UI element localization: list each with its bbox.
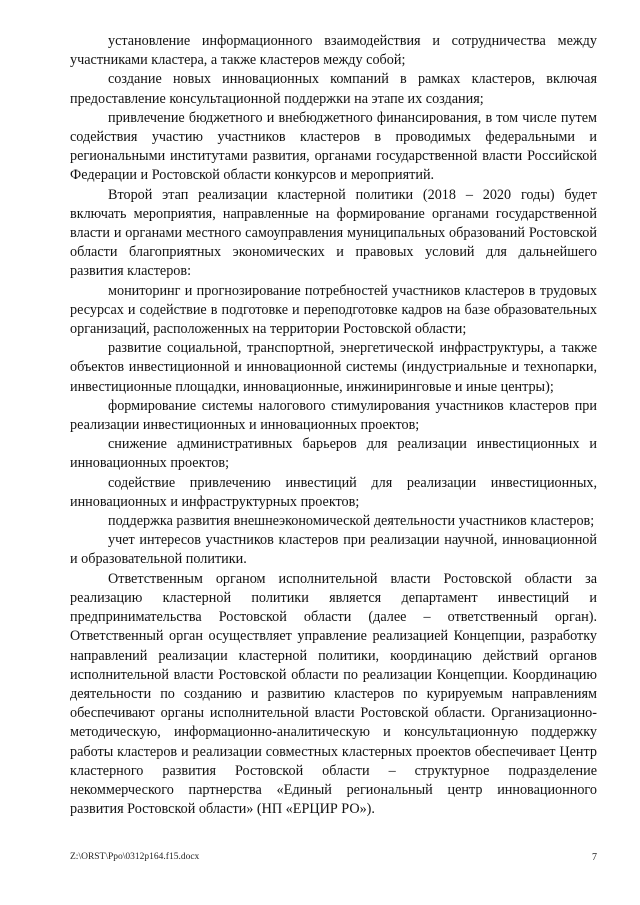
paragraph: развитие социальной, транспортной, энергетической инфраструктуры, а также объектов инвестиционной и инновационной системы (индустриальные и технопарки, инвестиционные площадки, инновационные, инжиниринговые и иные центры); — [70, 340, 597, 395]
paragraph: формирование системы налогового стимулирования участников кластеров при реализации инвестиционных и инновационных проектов; — [70, 397, 597, 434]
footer-file-path: Z:\ORST\Ppo\0312p164.f15.docx — [70, 852, 200, 862]
paragraph: учет интересов участников кластеров при реализации научной, инновационной и образовательной политики. — [70, 532, 597, 568]
paragraph: мониторинг и прогнозирование потребностей участников кластеров в трудовых ресурсах и содействие в подготовке и переподготовке кадров на базе образовательных организаций, расположенных на территории Ростовской области; — [70, 282, 597, 338]
paragraph: Второй этап реализации кластерной политики (2018 – 2020 годы) будет включать мероприятия, направленные на формирование органами государственной власти и органами местного самоуправления муниципальных образований Ростовской области благоприятных экономических и правовых условий для дальнейшего развития кластеров: — [70, 186, 597, 280]
document-body — [70, 32, 597, 819]
paragraph: снижение административных барьеров для реализации инвестиционных и инновационных проектов; — [70, 436, 597, 472]
paragraph: содействие привлечению инвестиций для реализации инвестиционных, инновационных и инфраструктурных проектов; — [70, 474, 597, 510]
paragraph: установление информационного взаимодействия и сотрудничества между участниками кластера, а также кластеров между собой; — [70, 33, 597, 69]
paragraph: привлечение бюджетного и внебюджетного финансирования, в том числе путем содействия участию участников кластеров в проводимых федеральными и региональными институтами развития, органами государственной власти Российской Федерации и Ростовской области конкурсов и мероприятий. — [70, 109, 597, 184]
page-number: 7 — [592, 852, 597, 863]
paragraph: поддержка развития внешнеэкономической деятельности участников кластеров; — [108, 513, 595, 530]
paragraph: создание новых инновационных компаний в рамках кластеров, включая предоставление консультационной поддержки на этапе их создания; — [70, 71, 597, 107]
paragraph: Ответственным органом исполнительной власти Ростовской области за реализацию кластерной политики является департамент инвестиций и предпринимательства Ростовской области (далее – ответственный орган). Ответственный орган осуществляет управление реализацией Концепции, разработку направлений реализации кластерной политики, координацию действий органов исполнительной власти Ростовской области по реализации Концепции. Координацию деятельности по созданию и развитию кластеров по курируемым направлениям обеспечивают органы исполнительной власти Ростовской области. Организационно-методическую, информационно-аналитическую и консультационную поддержку работы кластеров и реализации совместных кластерных проектов обеспечивает Центр кластерного развития Ростовской области – структурное подразделение некоммерческого партнерства «Единый региональный центр инновационного развития Ростовской области» (НП «ЕРЦИР РО»). — [70, 570, 597, 818]
